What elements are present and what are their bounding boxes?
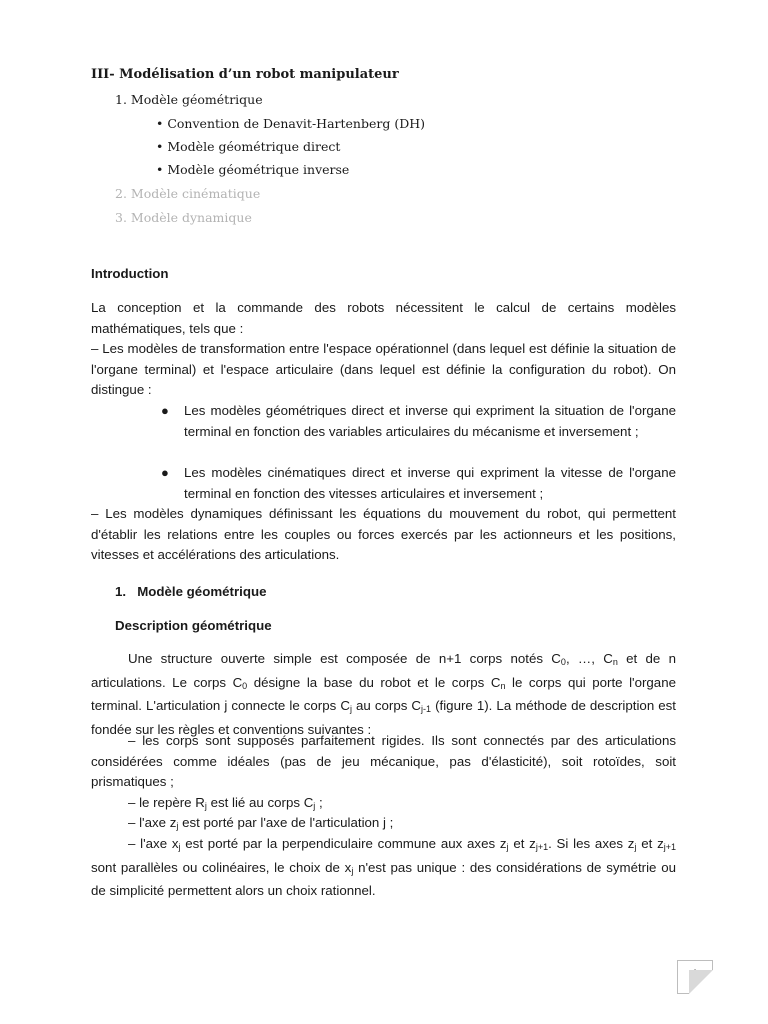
intro-bullet-kinematic	[91, 463, 676, 504]
toc-subitem-direct: • Modèle géométrique direct	[156, 139, 341, 154]
toc-subitem-inverse: • Modèle géométrique inverse	[156, 162, 350, 177]
intro-paragraph-2: – Les modèles de transformation entre l'espace opérationnel (dans lequel est définie la situation de l'organe terminal) et l'espace articulaire (dans lequel est définie la configuration du robot). On distingue :	[91, 341, 676, 398]
page-curl-icon	[689, 970, 713, 994]
bullet-text: Les modèles cinématiques direct et inverse qui expriment la vitesse de l'organe terminal en fonction des vitesses articulaires et inversement ;	[184, 465, 676, 501]
toc-subitem-dh: • Convention de Denavit-Hartenberg (DH)	[156, 116, 425, 131]
intro-paragraph-3: – Les modèles dynamiques définissant les équations du mouvement du robot, qui permettent d'établir les relations entre les couples ou forces exercés par les actionneurs et les positions, vitesses et accélérations des articulations.	[91, 506, 676, 563]
intro-bullet-geometric	[91, 401, 676, 442]
bullet-text: Les modèles géométriques direct et inverse qui expriment la situation de l'organe terminal en fonction des variables articulaires du mécanisme et inversement ;	[184, 403, 676, 439]
bullet-icon: ●	[161, 465, 169, 480]
intro-paragraph-1: La conception et la commande des robots nécessitent le calcul de certains modèles mathématiques, tels que :	[91, 300, 676, 336]
introduction-heading: Introduction	[91, 266, 169, 281]
toc-item-dynamique: 3. Modèle dynamique	[115, 210, 252, 225]
section-title: Modèle géométrique	[137, 584, 267, 599]
toc-item-modele-geometrique: 1. Modèle géométrique	[115, 92, 263, 107]
toc-item-cinematique: 2. Modèle cinématique	[115, 186, 261, 201]
section-number: 1.	[115, 584, 127, 599]
section-1-heading	[115, 584, 266, 599]
rule-frame-rj: – le repère $R_j$ est lié au corps $C_j$ ;	[128, 795, 323, 811]
page-number: 1	[691, 967, 699, 981]
description-geometrique-heading: Description géométrique	[115, 618, 272, 633]
page-number-box	[677, 960, 713, 994]
toc-title: III- Modélisation d’un robot manipulateur	[91, 67, 399, 82]
rule-rigid-bodies: – les corps sont supposés parfaitement rigides. Ils sont connectés par des articulations considérées comme idéales (pas de jeu mécanique, pas d'élasticité), soit rotoïdes, soit prismatiques ;	[91, 733, 676, 790]
rule-axis-xj: – l'axe $x_j$ est porté par la perpendiculaire commune aux axes $z_j$ et $z_{j+1}$. Si les axes $z_j$ et $z_{j+1}$ sont parallèles ou colinéaires, le choix de $x_j$ n'est pas unique : des considérations de symétrie ou de simplicité permettent alors un choix rationnel.	[91, 836, 676, 899]
rule-axis-zj: – l'axe $z_j$ est porté par l'axe de l'articulation j ;	[128, 815, 394, 831]
bullet-icon: ●	[161, 403, 169, 418]
description-paragraph: Une structure ouverte simple est composée de n+1 corps notés $C_0$, …, $C_n$ et de n articulations. Le corps $C_0$ désigne la base du robot et le corps $C_n$ le corps qui porte l'organe terminal. L'articulation j connecte le corps $C_j$ au corps $C_{j-1}$ (figure 1). La méthode de description est fondée sur les règles et conventions suivantes :	[91, 651, 677, 737]
